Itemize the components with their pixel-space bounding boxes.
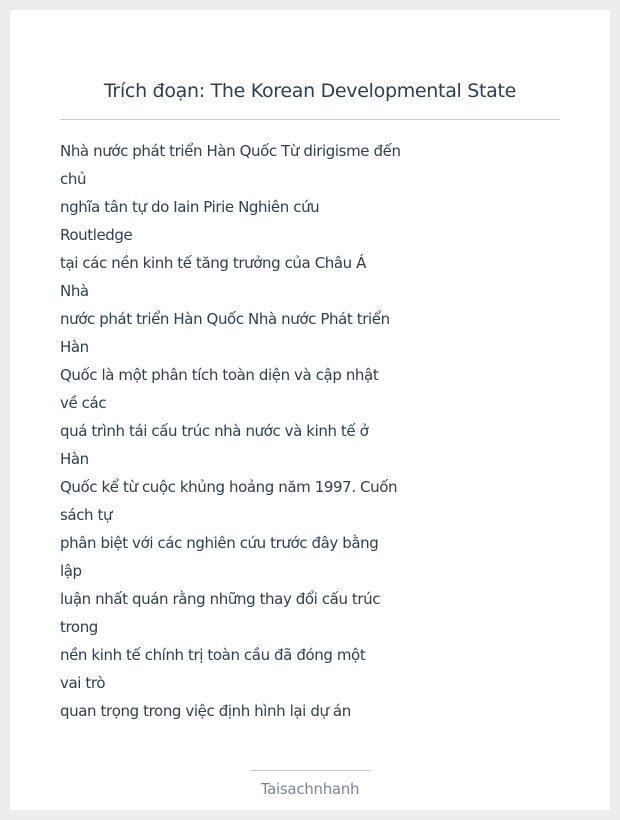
footer-divider: [250, 770, 370, 771]
document-card: [10, 10, 610, 810]
body-line: nước phát triển Hàn Quốc Nhà nước Phát triển: [60, 310, 390, 328]
body-line: Quốc là một phân tích toàn diện và cập nhật: [60, 366, 379, 384]
body-line: Nhà: [60, 282, 89, 300]
body-line: tại các nền kinh tế tăng trưởng của Châu Á: [60, 254, 367, 272]
body-line: luận nhất quán rằng những thay đổi cấu trúc: [60, 590, 381, 608]
body-line: nghĩa tân tự do Iain Pirie Nghiên cứu: [60, 198, 320, 216]
body-line: vai trò: [60, 674, 106, 692]
body-line: phân biệt với các nghiên cứu trước đây bằng: [60, 534, 379, 552]
title-divider: [60, 119, 560, 120]
body-line: Nhà nước phát triển Hàn Quốc Từ dirigisme đến: [60, 142, 401, 160]
body-line: chủ: [60, 170, 87, 188]
footer-source: Taisachnhanh: [260, 780, 360, 798]
body-line: quá trình tái cấu trúc nhà nước và kinh tế ở: [60, 422, 369, 440]
body-line: quan trọng trong việc định hình lại dự án: [60, 702, 351, 720]
body-line: trong: [60, 618, 98, 636]
document-body: [60, 137, 560, 725]
body-line: nền kinh tế chính trị toàn cầu đã đóng một: [60, 646, 366, 664]
body-line: lập: [60, 562, 82, 580]
body-line: Routledge: [60, 226, 133, 244]
body-line: Hàn: [60, 338, 89, 356]
body-line: sách tự: [60, 506, 113, 524]
document-title: Trích đoạn: The Korean Developmental State: [103, 80, 517, 102]
body-line: Quốc kể từ cuộc khủng hoảng năm 1997. Cuốn: [60, 478, 398, 496]
body-line: về các: [60, 394, 107, 412]
body-line: Hàn: [60, 450, 89, 468]
